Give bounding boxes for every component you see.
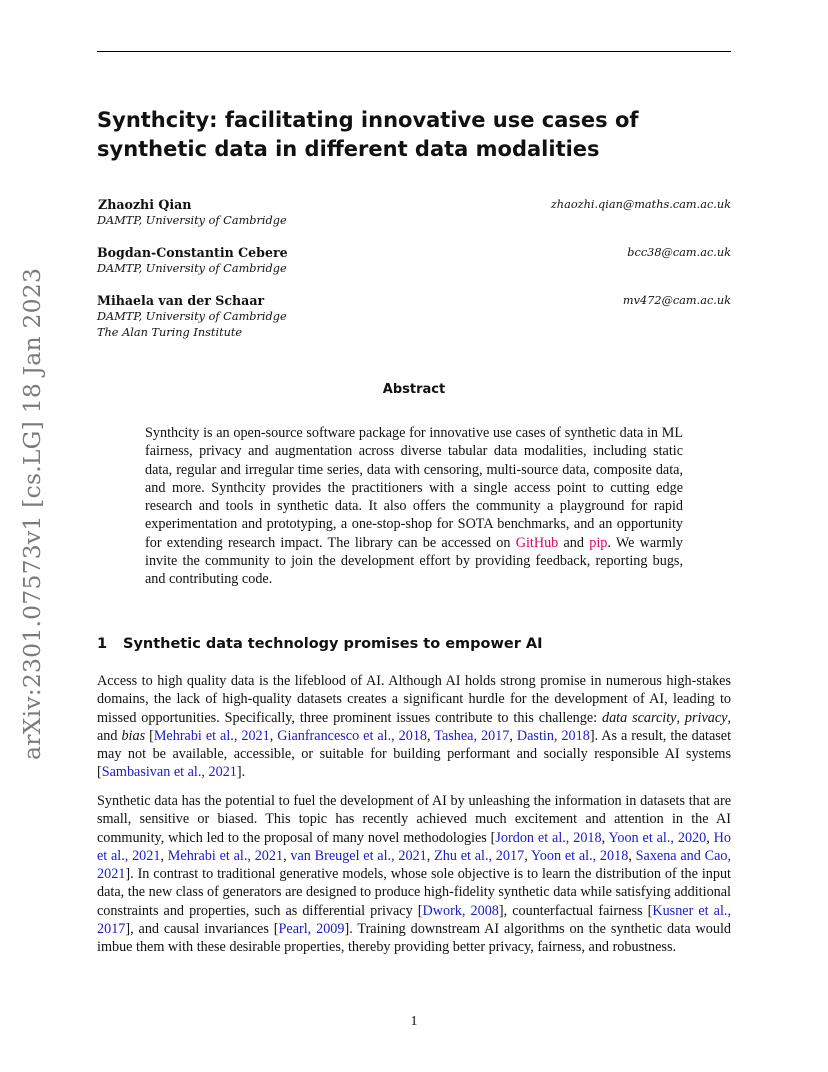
paragraph-text: , bbox=[676, 709, 685, 726]
citation-link[interactable]: Dwork, 2008 bbox=[422, 902, 499, 919]
citation-link[interactable]: Pearl, 2009 bbox=[278, 921, 345, 938]
author-affiliation: The Alan Turing Institute bbox=[97, 326, 243, 339]
body-paragraph: Synthetic data has the potential to fuel the development of AI by unleashing the information in datasets that are small, sensitive or biased. This topic has recently achieved much excitement and attention in the AI community, which led to the proposal of many novel methodologies [Jordon et al., 2018, Yoon et al., 2020, Ho et al., 2021, Mehrabi et al., 2021, van Breugel et al., 2021, Zhu et al., 2017, Yoon et al., 2018, Saxena and Cao, 2021]. In contrast to traditional generative models, whose sole objective is to learn the distribution of the input data, the new class of generators are designed to produce high-fidelity synthetic data while satisfying additional constraints and properties, such as differential privacy [Dwork, 2008], counterfactual fairness [Kusner et al., 2017], and causal invariances [Pearl, 2009]. Training downstream AI algorithms on the synthetic data would imbue them with these desirable properties, thereby providing better privacy, fairness, and robustness. bbox=[97, 793, 732, 956]
section-heading bbox=[97, 636, 543, 652]
arxiv-stamp: arXiv:2301.07573v1 [cs.LG] 18 Jan 2023 bbox=[18, 267, 46, 760]
author-affiliation: DAMTP, University of Cambridge bbox=[97, 310, 287, 323]
paragraph-text: Synthetic data has the potential to fuel the development of AI by unleashing the information in datasets that are small, sensitive or biased. This topic has recently achieved much excitement and attention in the AI community, which led to the proposal of many novel methodologies [ bbox=[97, 793, 731, 846]
citation-link[interactable]: Ho et al., 2021 bbox=[97, 829, 732, 864]
citation-link[interactable]: Yoon et al., 2020 bbox=[608, 829, 707, 846]
paragraph-text: ]. As a result, the dataset may not be available, accessible, or suitable for building performant and socially responsible AI systems [ bbox=[97, 727, 732, 781]
author-block bbox=[97, 293, 731, 341]
citation-link[interactable]: Saxena and Cao, 2021 bbox=[97, 847, 732, 883]
emphasis-text: data scarcity bbox=[601, 709, 677, 726]
author-name: Mihaela van der Schaar bbox=[97, 293, 265, 308]
author-email[interactable]: mv472@cam.ac.uk bbox=[622, 294, 731, 307]
abstract-heading: Abstract bbox=[382, 382, 446, 397]
citation-link[interactable]: Gianfrancesco et al., 2018 bbox=[277, 727, 428, 744]
emphasis-text: privacy bbox=[684, 709, 728, 726]
section-number: 1 bbox=[97, 636, 108, 652]
citation-link[interactable]: Mehrabi et al., 2021 bbox=[167, 847, 284, 864]
author-name: Bogdan-Constantin Cebere bbox=[97, 245, 288, 260]
citation-link[interactable]: Yoon et al., 2018 bbox=[530, 847, 629, 864]
paragraph-text: , and bbox=[97, 709, 731, 744]
citation-link[interactable]: Zhu et al., 2017 bbox=[434, 847, 525, 864]
paragraph-text: [ bbox=[145, 727, 154, 744]
author-name: Zhaozhi Qian bbox=[98, 197, 192, 212]
author-affiliation: DAMTP, University of Cambridge bbox=[97, 214, 287, 227]
paragraph-text: ]. bbox=[236, 764, 246, 781]
citation-link[interactable]: Jordon et al., 2018 bbox=[495, 829, 602, 846]
section-title: Synthetic data technology promises to empower AI bbox=[123, 636, 543, 652]
abstract-text-part: Synthcity is an open-source software package for innovative use cases of synthetic data in ML fairness, privacy and augmentation across diverse tabular data modalities, including static data, regular and irregular time series, data with censoring, multi-source data, composite data, and more. Synthcity provides the practitioners with a single access point to cutting edge research and tools in synthetic data. It also offers the community a playground for rapid experimentation and prototyping, a one-stop-shop for SOTA benchmarks, and an opportunity for extending research impact. The library can be accessed on bbox=[145, 425, 683, 551]
paper-title: Synthcity: facilitating innovative use cases of synthetic data in different data modalities bbox=[97, 108, 639, 161]
citation-link[interactable]: Sambasivan et al., 2021 bbox=[101, 764, 237, 781]
paragraph-text: Access to high quality data is the lifeblood of AI. Although AI holds strong promise in numerous high-stakes domains, the lack of high-quality datasets creates a significant hurdle for the development of AI, leading to missed opportunities. Specifically, three prominent issues contribute to this challenge: bbox=[97, 673, 731, 726]
abstract-text-part: and bbox=[563, 534, 584, 551]
author-affiliation: DAMTP, University of Cambridge bbox=[97, 262, 287, 275]
citation-link[interactable]: Dastin, 2018 bbox=[516, 727, 590, 744]
citation-link[interactable]: Tashea, 2017 bbox=[434, 727, 510, 744]
abstract-text-part: . We warmly invite the community to join the development effort by providing feedback, reporting bugs, and contributing code. bbox=[145, 534, 684, 588]
body-paragraph: Access to high quality data is the lifeblood of AI. Although AI holds strong promise in numerous high-stakes domains, the lack of high-quality datasets creates a significant hurdle for the development of AI, leading to missed opportunities. Specifically, three prominent issues contribute to this challenge: data scarcity, privacy, and bias [Mehrabi et al., 2021, Gianfrancesco et al., 2018, Tashea, 2017, Dastin, 2018]. As a result, the dataset may not be available, accessible, or suitable for building performant and socially responsible AI systems [Sambasivan et al., 2021]. bbox=[97, 673, 732, 781]
page-number: 1 bbox=[410, 1014, 418, 1029]
abstract-text bbox=[145, 424, 683, 589]
pip-link[interactable]: pip bbox=[589, 534, 608, 551]
citation-link[interactable]: Kusner et al., 2017 bbox=[97, 902, 731, 938]
paragraph-text: ], and causal invariances [ bbox=[125, 921, 279, 938]
paragraph-text: ], counterfactual fairness [ bbox=[498, 902, 653, 919]
paragraph-text: ]. Training downstream AI algorithms on the synthetic data would imbue them with these desirable properties, thereby providing better privacy, fairness, and robustness. bbox=[97, 921, 731, 956]
author-block bbox=[97, 245, 731, 277]
author-block bbox=[97, 197, 731, 229]
author-email[interactable]: zhaozhi.qian@maths.cam.ac.uk bbox=[550, 198, 731, 211]
citation-link[interactable]: Mehrabi et al., 2021 bbox=[153, 727, 270, 744]
paragraph-text: ]. In contrast to traditional generative models, whose sole objective is to learn the distribution of the input data, the new class of generators are designed to produce high-fidelity synthetic data while satisfying additional constraints and properties, such as differential privacy [ bbox=[97, 866, 731, 919]
top-rule bbox=[97, 51, 731, 52]
emphasis-text: bias bbox=[121, 727, 146, 744]
github-link[interactable]: GitHub bbox=[515, 534, 559, 551]
author-email[interactable]: bcc38@cam.ac.uk bbox=[627, 246, 731, 259]
citation-link[interactable]: van Breugel et al., 2021 bbox=[290, 847, 427, 864]
